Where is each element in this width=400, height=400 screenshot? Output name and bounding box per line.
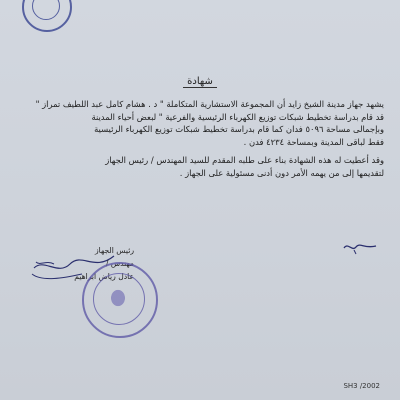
certificate-title-text: شهادة xyxy=(183,76,217,88)
signatory-name: عادل رياض ابراهيم xyxy=(74,272,134,281)
certificate-title xyxy=(0,76,400,87)
official-stamp-icon xyxy=(82,262,158,338)
body-line: وقد أعطيت له هذه الشهادة بناء على طلبه المقدم للسيد المهندس / رئيس الجهاز xyxy=(105,155,384,166)
body-line: يشهد جهاز مدينة الشيخ زايد أن المجموعة الاستشارية المتكاملة " د . هشام كامل عبد اللطيف تمراز " xyxy=(35,99,384,109)
certificate-body xyxy=(12,98,384,180)
body-line: فقط لباقى المدينة وبمساحة ٤٢٣٤ فدن . xyxy=(243,136,384,147)
body-line: قد قام بدراسة تخطيط شبكات توزيع الكهرباء الرئيسية والفرعية " لبعض أحياء المدينة xyxy=(91,111,384,122)
body-line: لتقديمها إلى من يهمه الأمر دون أدنى مسئولية على الجهاز . xyxy=(179,167,384,178)
signatory-title: رئيس الجهاز xyxy=(95,246,134,255)
signatory-prefix: مهندس / xyxy=(105,259,134,268)
body-line: وبإجمالى مساحة ٥٠٩٦ فدان كما قام بدراسة تخطيط شبكات توزيع الكهرباء الرئيسية xyxy=(94,124,384,135)
footer-code: SH3 /2002 xyxy=(343,382,380,390)
right-initials-signature xyxy=(340,240,380,256)
top-seal-icon xyxy=(22,0,72,32)
